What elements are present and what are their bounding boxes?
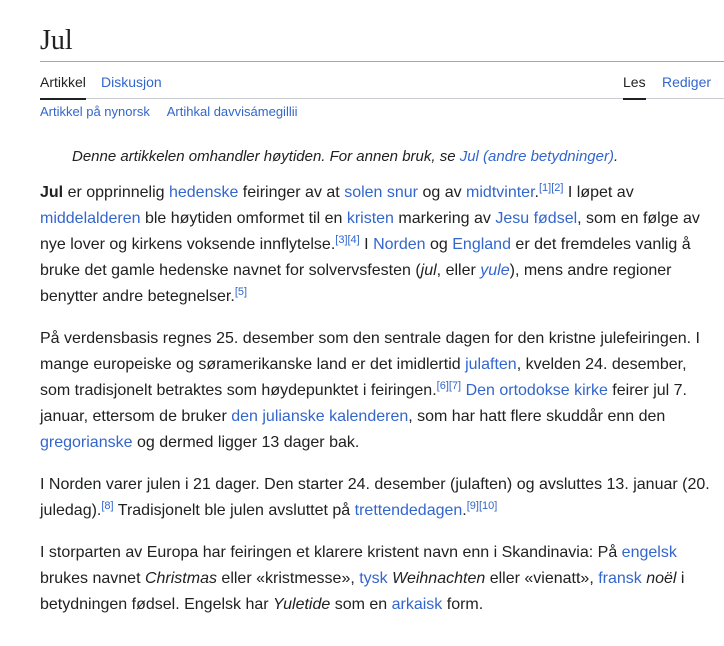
link-jesu-fodsel[interactable]: Jesu fødsel [495, 210, 578, 227]
langlink-nynorsk[interactable]: Artikkel på nynorsk [40, 104, 150, 119]
ref-6[interactable]: [6] [436, 380, 449, 392]
link-jul-andre-betydninger[interactable]: Jul (andre betydninger) [459, 148, 614, 165]
italic-yuletide: Yuletide [273, 596, 331, 613]
link-england[interactable]: England [452, 236, 511, 253]
tab-les[interactable]: Les [623, 74, 646, 100]
ref-5[interactable]: [5] [234, 286, 248, 298]
text: På verdensbasis regnes 25. desember som den sentrale dagen for den kristne julefeiringen. I mange europeiske og søramerikanske land er det imidlertid [40, 330, 700, 373]
link-gregorianske[interactable]: gregorianske [40, 434, 133, 451]
ref-3[interactable]: [3] [335, 234, 348, 246]
text: i betydningen fødsel. Engelsk har [40, 570, 685, 613]
link-julianske-kalenderen[interactable]: den julianske kalenderen [231, 408, 409, 425]
ref-8[interactable]: [8] [101, 500, 114, 512]
link-arkaisk[interactable]: arkaisk [391, 596, 443, 613]
page-title: Jul [40, 25, 73, 56]
text: ), mens andre regioner benytter andre betegnelser. [40, 262, 672, 305]
text: og av [418, 184, 467, 201]
text: I [359, 236, 374, 253]
link-kristen[interactable]: kristen [346, 210, 394, 227]
italic-weihnachten: Weihnachten [392, 570, 486, 587]
text: , kvelden 24. desember, som tradisjonelt betraktes som høydepunktet i feiringen. [40, 356, 687, 399]
text: , som har hatt flere skuddår enn den [408, 408, 666, 425]
text: eller «kristmesse», [216, 570, 360, 587]
link-engelsk[interactable]: engelsk [621, 544, 677, 561]
text: er opprinnelig [63, 184, 169, 201]
text: brukes navnet [40, 570, 145, 587]
text: feirer jul 7. januar, ettersom de bruker [40, 382, 687, 425]
text: er det fremdeles vanlig å bruke det gamle hedenske navnet for solvervsfesten ( [40, 236, 691, 279]
ref-10[interactable]: [10] [478, 500, 498, 512]
link-solen-snur[interactable]: solen snur [344, 184, 419, 201]
ref-2[interactable]: [2] [551, 182, 564, 194]
text: som en [330, 596, 392, 613]
text: og [425, 236, 453, 253]
text: I storparten av Europa har feiringen et klarere kristent navn enn i Skandinavia: På [40, 544, 622, 561]
tab-artikkel[interactable]: Artikkel [40, 74, 86, 100]
ref-7[interactable]: [7] [448, 380, 462, 392]
link-middelalderen[interactable]: middelalderen [40, 210, 141, 227]
text: I Norden varer julen i 21 dager. Den starter 24. desember (julaften) og avsluttes 13. januar (20. juledag). [40, 476, 710, 519]
text: ble høytiden omformet til en [140, 210, 347, 227]
link-fransk[interactable]: fransk [598, 570, 642, 587]
link-norden[interactable]: Norden [373, 236, 426, 253]
paragraph-norden [40, 472, 712, 524]
text: eller «vienatt», [485, 570, 599, 587]
paragraph-verdensbasis [40, 326, 712, 456]
hatnote-end: . [613, 148, 619, 165]
link-midtvinter[interactable]: midtvinter [466, 184, 535, 201]
hatnote-text: Denne artikkelen omhandler høytiden. For annen bruk, se [72, 148, 460, 165]
text: , som en følge av nye lover og kirkens voksende innflytelse. [40, 210, 700, 253]
article-body [40, 180, 712, 618]
paragraph-intro [40, 180, 712, 310]
link-tysk[interactable]: tysk [359, 570, 388, 587]
text: form. [442, 596, 484, 613]
text: . [534, 184, 539, 201]
link-julaften[interactable]: julaften [465, 356, 517, 373]
text: markering av [393, 210, 496, 227]
ref-9[interactable]: [9] [466, 500, 479, 512]
language-links [40, 104, 312, 120]
page-tabs [40, 62, 724, 99]
hatnote [72, 147, 712, 167]
text: og dermed ligger 13 dager bak. [132, 434, 360, 451]
bold-term: Jul [40, 184, 64, 201]
italic-noel: noël [646, 570, 677, 587]
text: . [462, 502, 467, 519]
link-yule[interactable]: yule [480, 262, 510, 279]
italic-christmas: Christmas [144, 570, 217, 587]
text: I løpet av [563, 184, 634, 201]
text: Tradisjonelt ble julen avsluttet på [113, 502, 355, 519]
text: feiringer av at [238, 184, 345, 201]
link-trettendedagen[interactable]: trettendedagen [354, 502, 463, 519]
ref-4[interactable]: [4] [347, 234, 360, 246]
tab-rediger[interactable]: Rediger [662, 74, 712, 90]
langlink-davvisamegiella[interactable]: Artihkal davvisámegillii [166, 104, 298, 119]
link-den-ortodokse-kirke[interactable]: Den ortodokse kirke [465, 382, 608, 399]
link-hedenske[interactable]: hedenske [168, 184, 239, 201]
tab-diskusjon[interactable]: Diskusjon [101, 74, 162, 90]
italic-jul: jul [420, 262, 437, 279]
ref-1[interactable]: [1] [538, 182, 552, 194]
text: , eller [436, 262, 481, 279]
paragraph-europa [40, 540, 712, 618]
